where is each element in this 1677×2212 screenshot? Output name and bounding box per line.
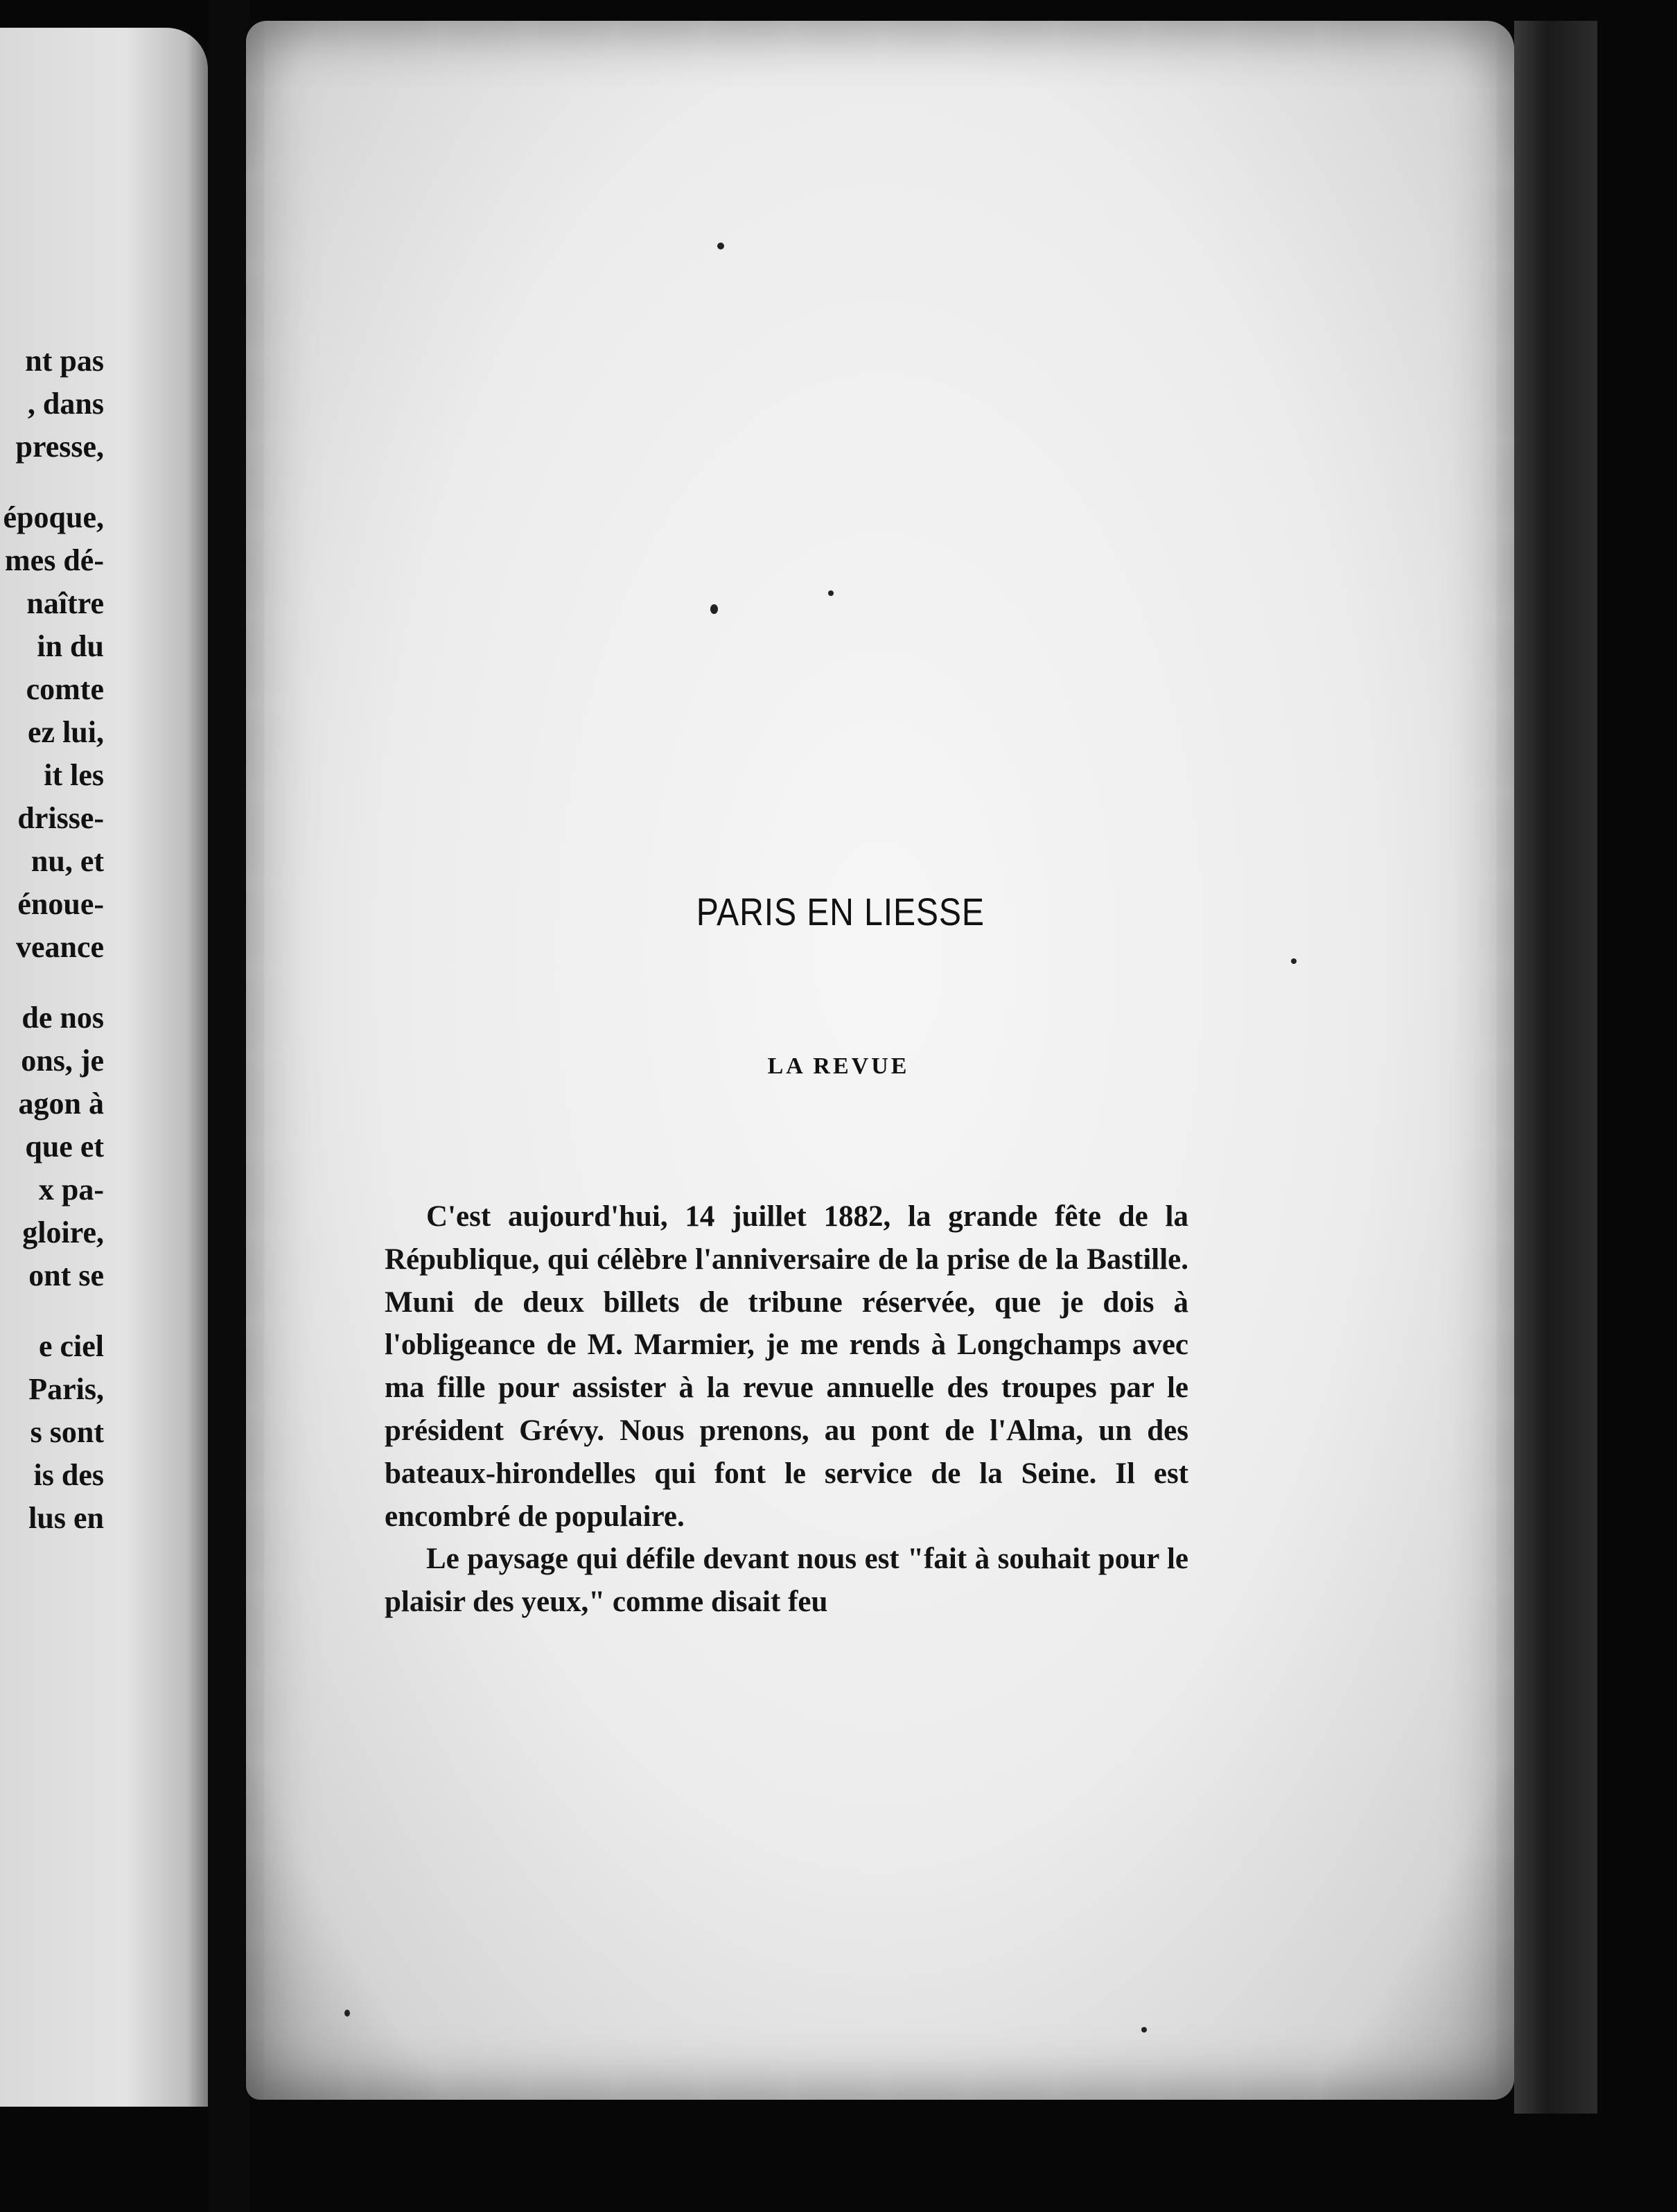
scan-speck	[1141, 2027, 1147, 2033]
left-page-gap	[0, 969, 104, 997]
left-page-line: presse,	[15, 430, 104, 464]
left-page-line: s sont	[30, 1415, 104, 1449]
left-page-line: lus en	[28, 1501, 104, 1535]
left-page-line: ont se	[28, 1258, 104, 1292]
book-gutter	[208, 0, 249, 2212]
scan-speck	[828, 590, 834, 596]
left-page-line: veance	[15, 930, 104, 964]
left-page-line: drisse-	[17, 801, 104, 835]
left-page-line: e ciel	[38, 1329, 104, 1363]
paragraph: C'est aujourd'hui, 14 juillet 1882, la grande fête de la République, qui célèbre l'anniversaire de la prise de la Bastille. Muni de deux billets de tribune réservée, que je dois à l'obligeance de M. Marmier, je me rends à Longchamps avec ma fille pour assister à la revue annuelle des troupes par le président Grévy. Nous prenons, au pont de l'Alma, un des bateaux-hirondelles qui font le service de la Seine. Il est encombré de populaire.	[385, 1200, 1188, 1533]
left-page-line: Paris,	[28, 1372, 104, 1406]
section-subtitle: LA REVUE	[767, 1053, 910, 1079]
left-page-line: in du	[37, 629, 104, 663]
left-page-line: époque,	[3, 500, 104, 534]
left-page-line: ons, je	[21, 1044, 104, 1078]
left-page-line: is des	[33, 1458, 104, 1492]
left-page-gap	[0, 468, 104, 496]
left-page-line: nt pas	[25, 344, 104, 378]
chapter-title: PARIS EN LIESSE	[696, 890, 985, 933]
left-page-line: de nos	[21, 1001, 104, 1035]
paragraph: Le paysage qui défile devant nous est "fait à souhait pour le plaisir des yeux," comme disait feu	[385, 1543, 1188, 1619]
left-page-line: mes dé-	[5, 543, 104, 577]
left-page-line: comte	[26, 672, 104, 706]
scan-speck	[1291, 958, 1297, 964]
left-page-line: agon à	[18, 1087, 104, 1121]
left-page-line: x pa-	[38, 1173, 104, 1206]
left-page-line: gloire,	[22, 1215, 104, 1249]
left-page-line: nu, et	[30, 844, 104, 878]
left-page-line: ez lui,	[28, 715, 104, 749]
scan-speck	[710, 604, 718, 614]
left-page-line: it les	[44, 758, 104, 792]
left-page-text-fragments	[0, 340, 104, 1540]
left-page-line: que et	[25, 1130, 104, 1164]
left-page-gap	[0, 1297, 104, 1325]
body-text	[385, 1195, 1188, 1624]
left-page-line: naître	[26, 586, 104, 620]
left-page-line: énoue-	[17, 887, 104, 921]
left-page-line: , dans	[27, 387, 104, 421]
scan-speck	[717, 243, 724, 249]
scan-speck	[344, 2010, 350, 2017]
